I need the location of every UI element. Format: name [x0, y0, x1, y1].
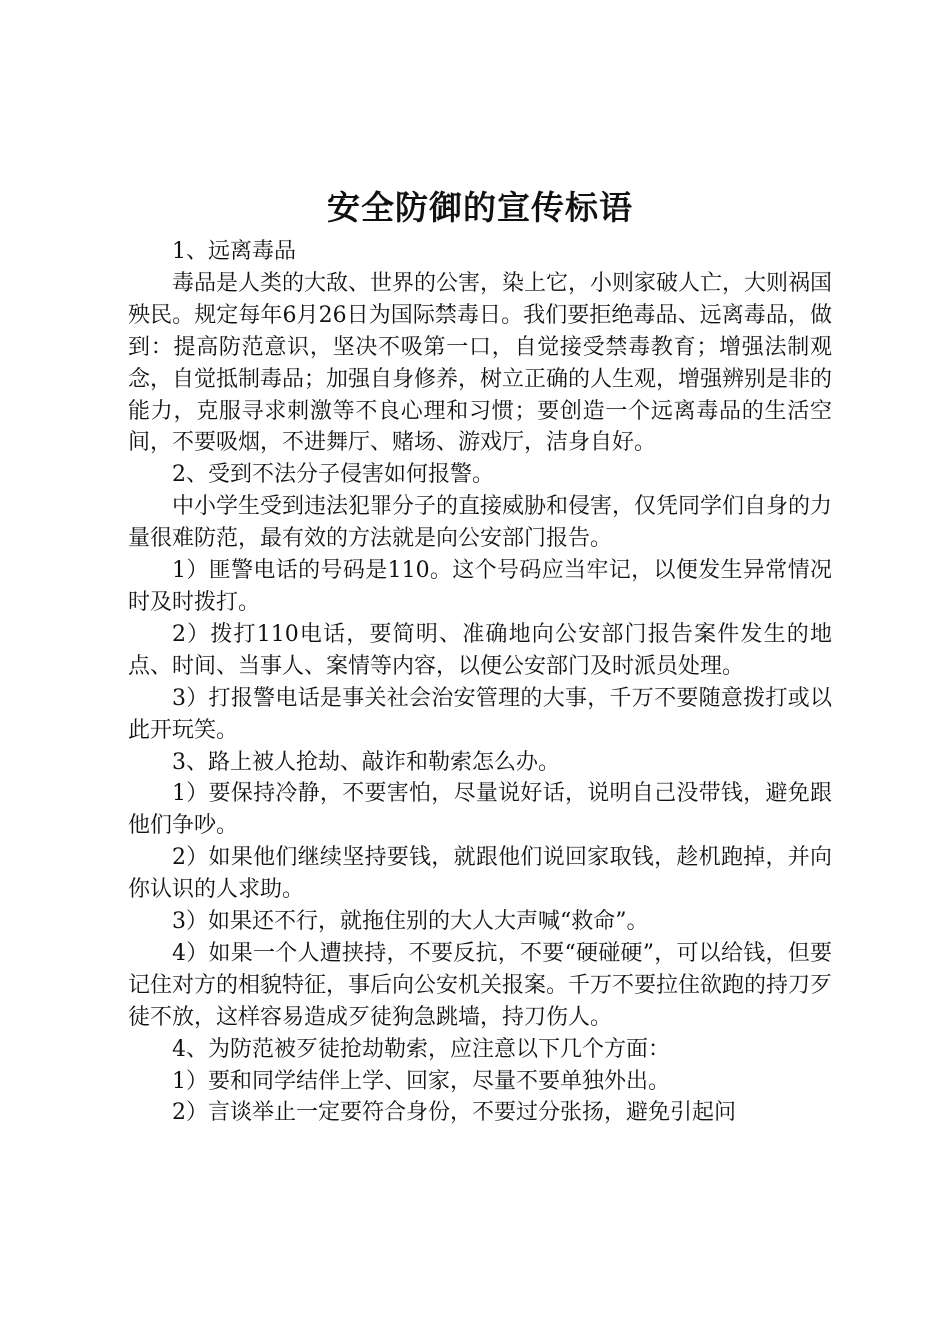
section-heading-4: 4、为防范被歹徒抢劫勒索，应注意以下几个方面： [172, 1036, 670, 1062]
list-item: 2）言谈举止一定要符合身份，不要过分张扬，避免引起问 [172, 1100, 736, 1126]
list-item: 3）打报警电话是事关社会治安管理的大事，千万不要随意拨打或以此开玩笑。 [128, 685, 832, 743]
list-item: 1）匪警电话的号码是110。这个号码应当牢记，以便发生异常情况时及时拨打。 [128, 558, 832, 615]
list-item: 2）如果他们继续坚持要钱，就跟他们说回家取钱，趁机跑掉，并向你认识的人求助。 [128, 845, 832, 903]
section-heading-1: 1、远离毒品 [172, 239, 296, 264]
paragraph: 中小学生受到违法犯罪分子的直接威胁和侵害，仅凭同学们自身的力量很难防范，最有效的方法就是向公安部门报告。 [128, 494, 833, 552]
list-item: 1）要和同学结伴上学、回家，尽量不要单独外出。 [172, 1068, 670, 1094]
document-title: 安全防御的宣传标语 [327, 188, 633, 227]
document-page [128, 184, 832, 1129]
list-item: 2）拨打110电话，要简明、准确地向公安部门报告案件发生的地点、时间、当事人、案情等内容，以便公安部门及时派员处理。 [128, 621, 832, 679]
paragraph: 毒品是人类的大敌、世界的公害，染上它，小则家破人亡，大则祸国殃民。规定每年6月26日为国际禁毒日。我们要拒绝毒品、远离毒品，做到：提高防范意识，坚决不吸第一口，自觉接受禁毒教育；增强法制观念，自觉抵制毒品；加强自身修养，树立正确的人生观，增强辨别是非的能力，克服寻求刺激等不良心理和习惯；要创造一个远离毒品的生活空间，不要吸烟，不进舞厅、赌场、游戏厅，洁身自好。 [128, 270, 833, 456]
list-item: 3）如果还不行，就拖住别的大人大声喊“救命”。 [172, 909, 649, 935]
section-heading-2: 2、受到不法分子侵害如何报警。 [172, 462, 494, 488]
list-item: 1）要保持冷静，不要害怕，尽量说好话，说明自己没带钱，避免跟他们争吵。 [128, 781, 832, 839]
section-heading-3: 3、路上被人抢劫、敲诈和勒索怎么办。 [172, 749, 560, 775]
document-body [128, 236, 832, 1129]
list-item: 4）如果一个人遭挟持，不要反抗，不要“硬碰硬”，可以给钱，但要记住对方的相貌特征，事后向公安机关报案。千万不要拉住欲跑的持刀歹徒不放，这样容易造成歹徒狗急跳墙，持刀伤人。 [128, 940, 833, 1030]
